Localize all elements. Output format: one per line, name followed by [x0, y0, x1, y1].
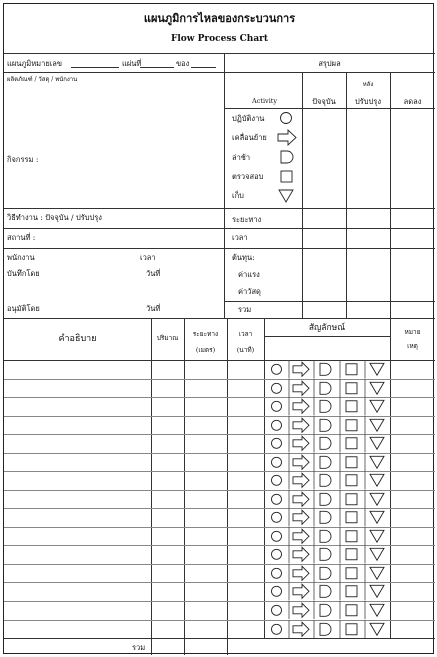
- d-shape-icon: [320, 549, 331, 561]
- arrow-icon: [293, 511, 309, 525]
- arrow-icon: [293, 418, 309, 432]
- arrow-icon: [293, 399, 309, 413]
- divider: [264, 336, 390, 337]
- d-shape-icon: [320, 493, 331, 505]
- cost-label: ต้นทุน:: [232, 253, 255, 262]
- saving-label: ลดลง: [403, 97, 422, 106]
- table-row-symbols[interactable]: [264, 601, 390, 620]
- operation-label: ปฏิบัติงาน: [232, 114, 265, 123]
- table-row-symbols[interactable]: [264, 620, 390, 639]
- square-icon: [346, 512, 357, 523]
- triangle-icon: [370, 400, 384, 412]
- inspection-label: ตรวจสอบ: [232, 172, 264, 181]
- table-row-symbols[interactable]: [264, 545, 390, 564]
- d-shape-icon: [320, 604, 331, 616]
- square-icon: [346, 419, 357, 430]
- circle-icon: [272, 383, 282, 393]
- triangle-icon: [370, 549, 384, 561]
- arrow-icon: [293, 473, 309, 487]
- divider: [4, 248, 224, 249]
- square-icon: [346, 475, 357, 486]
- square-icon: [346, 586, 357, 597]
- triangle-icon: [370, 586, 384, 598]
- arrow-icon: [293, 436, 309, 450]
- d-shape-icon: [320, 530, 331, 542]
- operator-label: พนักงาน: [7, 253, 35, 262]
- d-shape-icon: [320, 623, 331, 635]
- date-label: วันที่: [146, 269, 161, 278]
- distance-unit: (เมตร): [195, 346, 216, 354]
- triangle-icon: [279, 190, 293, 202]
- summary-total-label: รวม: [238, 305, 252, 314]
- labor-label: ค่าแรง: [238, 270, 260, 279]
- table-row-symbols[interactable]: [264, 508, 390, 527]
- divider: [227, 318, 228, 655]
- divider: [224, 53, 225, 318]
- arrow-icon: [293, 603, 309, 617]
- remarks-header-2: เหตุ: [407, 342, 418, 350]
- proposed-label-2: ปรับปรุง: [354, 97, 381, 106]
- sheet-blank[interactable]: [140, 67, 174, 68]
- square-icon: [346, 605, 357, 616]
- distance-header: ระยะทาง: [192, 330, 219, 338]
- divider: [4, 228, 224, 229]
- triangle-icon: [370, 456, 384, 468]
- square-icon: [346, 549, 357, 560]
- triangle-icon: [370, 363, 384, 375]
- table-total-label: รวม: [132, 643, 146, 652]
- arrow-icon: [293, 585, 309, 599]
- triangle-icon: [370, 512, 384, 524]
- remarks-header-1: หมาย: [404, 328, 421, 336]
- circle-icon: [272, 438, 282, 448]
- storage-label: เก็บ: [232, 191, 244, 200]
- delay-label: ล่าช้า: [232, 153, 251, 162]
- divider: [4, 638, 435, 639]
- circle-icon: [272, 550, 282, 560]
- square-icon: [346, 401, 357, 412]
- arrow-icon: [293, 455, 309, 469]
- transport-label: เคลื่อนย้าย: [232, 133, 267, 142]
- arrow-icon: [293, 529, 309, 543]
- square-icon: [346, 456, 357, 467]
- d-shape-icon: [320, 512, 331, 524]
- time-label-summary: เวลา: [232, 233, 248, 242]
- circle-icon: [272, 364, 282, 374]
- circle-icon: [272, 457, 282, 467]
- triangle-icon: [370, 530, 384, 542]
- description-header: คำอธิบาย: [58, 334, 97, 344]
- date2-label: วันที่: [146, 304, 161, 313]
- time-header: เวลา: [238, 330, 253, 338]
- circle-icon: [272, 494, 282, 504]
- triangle-icon: [370, 437, 384, 449]
- triangle-icon: [370, 567, 384, 579]
- table-row-symbols[interactable]: [264, 453, 390, 472]
- circle-icon: [272, 531, 282, 541]
- triangle-icon: [370, 419, 384, 431]
- present-label: ปัจจุบัน: [312, 97, 336, 106]
- square-icon: [346, 438, 357, 449]
- arrow-icon: [293, 381, 309, 395]
- triangle-icon: [370, 623, 384, 635]
- table-row-symbols[interactable]: [264, 397, 390, 416]
- table-row-symbols[interactable]: [264, 360, 390, 379]
- circle-icon: [272, 605, 282, 615]
- divider: [151, 318, 152, 655]
- arrow-icon: [293, 362, 309, 376]
- table-row-symbols[interactable]: [264, 434, 390, 453]
- table-row-symbols[interactable]: [264, 582, 390, 601]
- divider: [4, 208, 224, 209]
- table-row-symbols[interactable]: [264, 416, 390, 435]
- arrow-icon: [278, 130, 296, 145]
- sheet-label: แผ่นที่: [122, 59, 142, 68]
- activity-header: Activity: [252, 97, 278, 105]
- distance-label: ระยะทาง: [232, 215, 262, 224]
- of-label: ของ: [176, 59, 190, 68]
- circle-icon: [272, 420, 282, 430]
- chart-number-label: แผนภูมิหมายเลข: [7, 59, 63, 68]
- triangle-icon: [370, 382, 384, 394]
- square-icon: [346, 623, 357, 634]
- triangle-icon: [370, 604, 384, 616]
- time-unit: (นาที): [236, 346, 255, 354]
- summary-symbols: [274, 108, 300, 208]
- arrow-icon: [293, 622, 309, 636]
- d-shape-icon: [320, 419, 331, 431]
- square-icon: [346, 568, 357, 579]
- d-shape-icon: [320, 586, 331, 598]
- divider: [224, 228, 435, 229]
- square-icon: [346, 382, 357, 393]
- arrow-icon: [293, 492, 309, 506]
- circle-icon: [281, 113, 292, 124]
- of-blank[interactable]: [191, 67, 216, 68]
- circle-icon: [272, 624, 282, 634]
- circle-icon: [272, 401, 282, 411]
- triangle-icon: [370, 493, 384, 505]
- d-shape-icon: [320, 382, 331, 394]
- triangle-icon: [370, 474, 384, 486]
- circle-icon: [272, 475, 282, 485]
- square-icon: [346, 493, 357, 504]
- divider: [224, 208, 435, 209]
- d-shape-icon: [320, 437, 331, 449]
- square-icon: [346, 364, 357, 375]
- table-row-symbols[interactable]: [264, 471, 390, 490]
- chart-number-blank[interactable]: [71, 67, 119, 68]
- d-shape-icon: [320, 474, 331, 486]
- table-row-symbols[interactable]: [264, 490, 390, 509]
- arrow-icon: [293, 548, 309, 562]
- d-shape-icon: [320, 363, 331, 375]
- divider: [224, 72, 435, 73]
- title-thai: แผนภูมิการไหลของกระบวนการ: [143, 12, 296, 25]
- divider: [390, 318, 391, 638]
- divider: [184, 318, 185, 655]
- circle-icon: [272, 587, 282, 597]
- divider: [224, 108, 435, 109]
- d-shape-icon: [320, 567, 331, 579]
- d-shape-icon: [320, 456, 331, 468]
- table-row-symbols[interactable]: [264, 527, 390, 546]
- d-shape-icon: [320, 400, 331, 412]
- square-icon: [281, 171, 292, 182]
- circle-icon: [272, 568, 282, 578]
- table-row-symbols[interactable]: [264, 379, 390, 398]
- recorded-by-label: บันทึกโดย: [7, 269, 40, 278]
- square-icon: [346, 531, 357, 542]
- location-label: สถานที่ :: [7, 233, 36, 242]
- divider: [4, 53, 435, 54]
- d-shape-icon: [281, 151, 293, 163]
- symbols-header: สัญลักษณ์: [308, 323, 346, 333]
- approved-by-label: อนุมัติโดย: [7, 304, 40, 313]
- material-label: ค่าวัสดุ: [238, 287, 261, 296]
- subject-label: ผลิตภัณฑ์ / วัสดุ / พนักงาน: [7, 76, 78, 83]
- title-english: Flow Process Chart: [170, 34, 269, 44]
- table-row-symbols[interactable]: [264, 564, 390, 583]
- divider: [4, 318, 435, 319]
- proposed-label-1: หลัง: [362, 81, 374, 88]
- activity-label: กิจกรรม :: [7, 155, 39, 164]
- time-label: เวลา: [140, 253, 156, 262]
- arrow-icon: [293, 566, 309, 580]
- flow-process-chart-form: [3, 3, 434, 654]
- divider: [224, 248, 435, 249]
- circle-icon: [272, 513, 282, 523]
- method-label: วิธีทำงาน : ปัจจุบัน / ปรับปรุง: [7, 213, 102, 222]
- divider: [224, 301, 435, 302]
- summary-label: สรุปผล: [318, 59, 341, 68]
- quantity-header: ปริมาณ: [156, 334, 179, 342]
